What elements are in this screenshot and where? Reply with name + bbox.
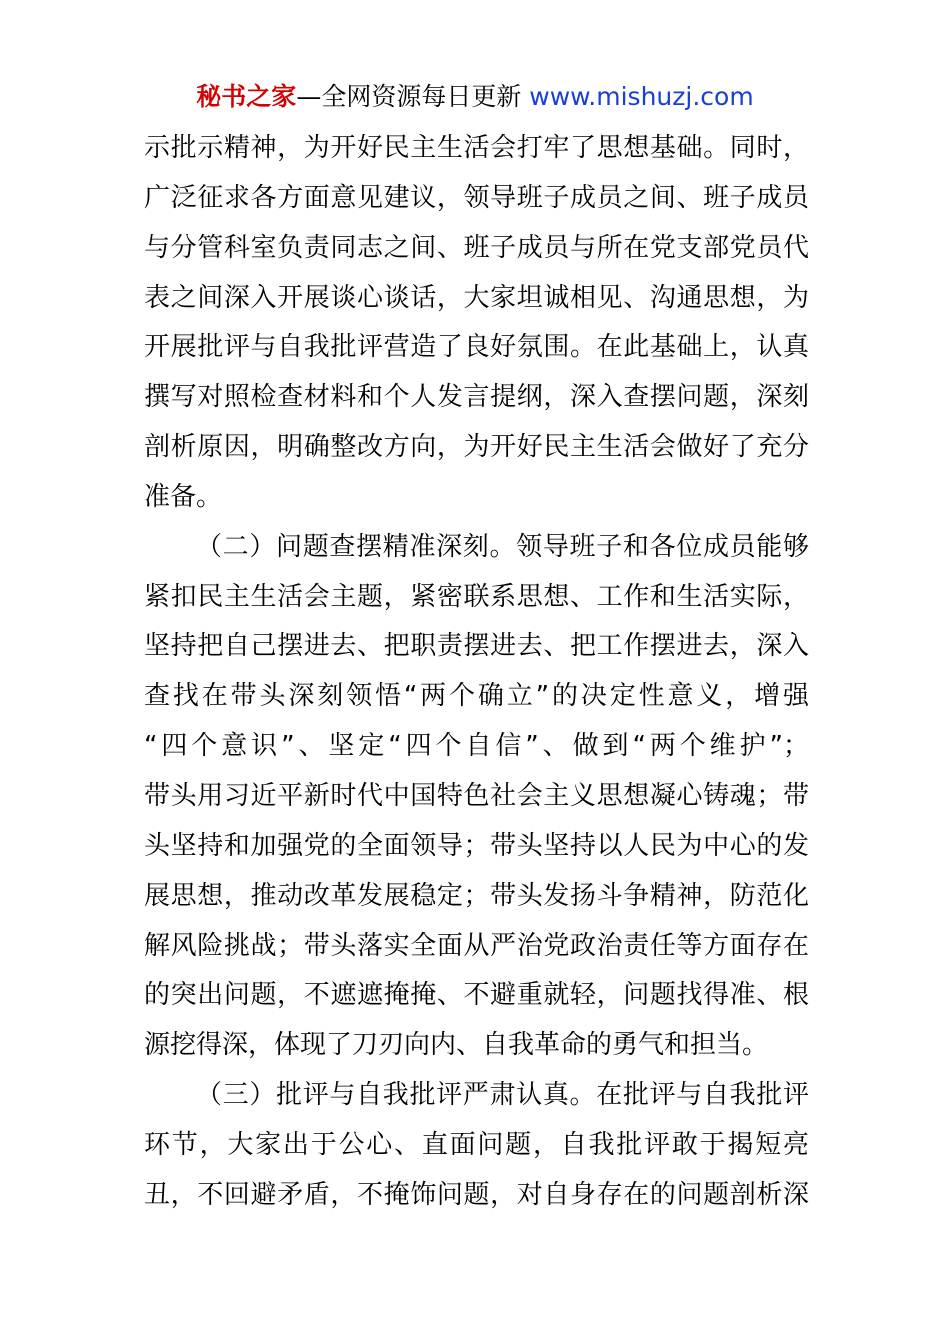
text-line: 环节，大家出于公心、直面问题，自我批评敢于揭短亮 [144, 1129, 809, 1160]
website-link[interactable]: www.mishuzj.com [529, 82, 754, 111]
header-tagline: —全网资源每日更新 [296, 82, 530, 111]
text-line: 广泛征求各方面意见建议，领导班子成员之间、班子成员 [144, 182, 809, 213]
text-line: 准备。 [144, 481, 223, 512]
document-body [144, 124, 809, 1221]
text-line: 紧扣民主生活会主题，紧密联系思想、工作和生活实际， [144, 581, 809, 612]
text-line: 查找在带头深刻领悟“两个确立”的决定性意义，增强 [144, 681, 809, 712]
text-line: “四个意识”、坚定“四个自信”、做到“两个维护”； [144, 731, 809, 762]
text-line: 丑，不回避矛盾，不掩饰问题，对自身存在的问题剖析深 [144, 1179, 809, 1210]
text-line: 开展批评与自我批评营造了良好氛围。在此基础上，认真 [144, 332, 809, 363]
text-line: 头坚持和加强党的全面领导；带头坚持以人民为中心的发 [144, 830, 809, 861]
brand-name: 秘书之家 [196, 82, 297, 111]
text-line: 带头用习近平新时代中国特色社会主义思想凝心铸魂；带 [144, 780, 809, 811]
text-line: 展思想，推动改革发展稳定；带头发扬斗争精神，防范化 [144, 880, 809, 911]
page-header [0, 80, 950, 114]
text-line: 解风险挑战；带头落实全面从严治党政治责任等方面存在 [144, 930, 809, 961]
text-line: 源挖得深，体现了刀刃向内、自我革命的勇气和担当。 [144, 1030, 769, 1061]
text-line: 的突出问题，不遮遮掩掩、不避重就轻，问题找得准、根 [144, 980, 809, 1011]
text-line: 撰写对照检查材料和个人发言提纲，深入查摆问题，深刻 [144, 382, 809, 413]
text-line: 与分管科室负责同志之间、班子成员与所在党支部党员代 [144, 232, 809, 263]
text-line: 坚持把自己摆进去、把职责摆进去、把工作摆进去，深入 [144, 631, 809, 662]
text-line: 示批示精神，为开好民主生活会打牢了思想基础。同时， [144, 133, 809, 163]
section-heading-line: （二）问题查摆精准深刻。领导班子和各位成员能够 [196, 531, 809, 562]
text-line: 剖析原因，明确整改方向，为开好民主生活会做好了充分 [144, 432, 809, 463]
section-heading-line: （三）批评与自我批评严肃认真。在批评与自我批评 [196, 1080, 809, 1111]
text-line: 表之间深入开展谈心谈话，大家坦诚相见、沟通思想，为 [144, 282, 809, 313]
